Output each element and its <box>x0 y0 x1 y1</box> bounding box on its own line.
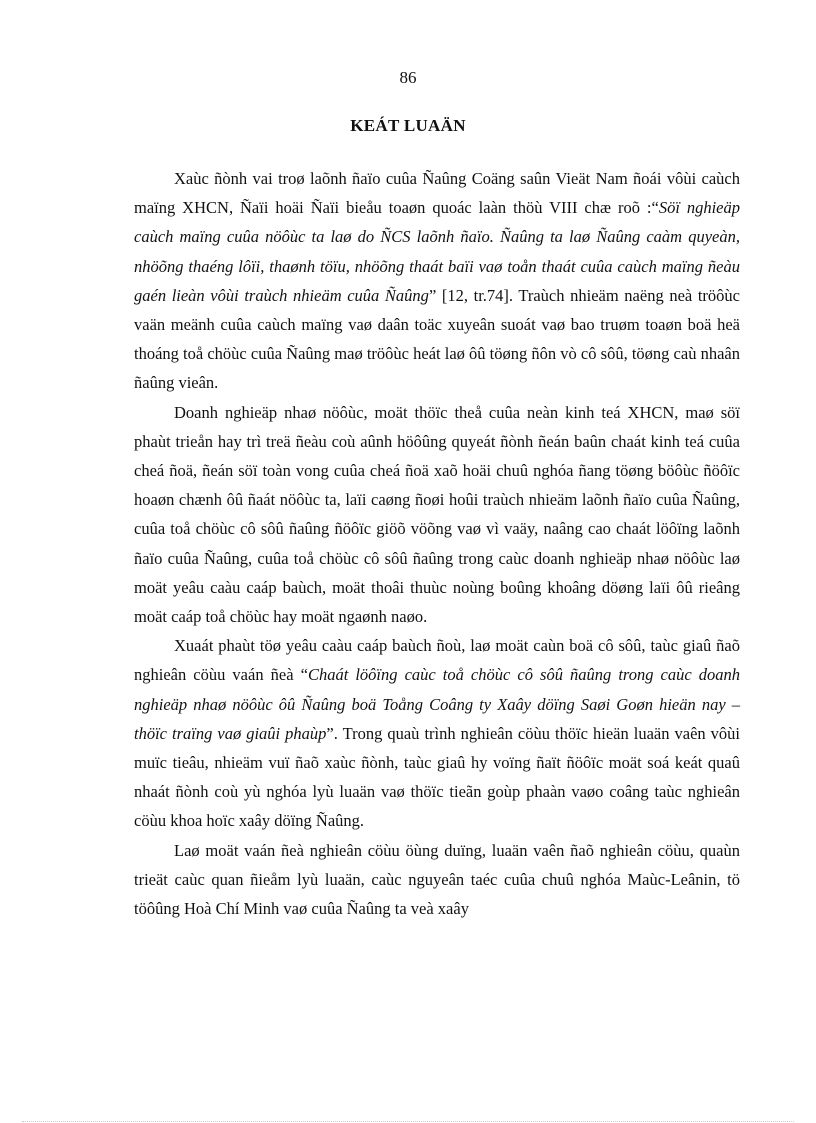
page-title: KEÁT LUAÄN <box>350 116 466 135</box>
paragraph-1-quote: Söï nghieäp caùch maïng cuûa nöôùc ta laø do ÑCS laõnh ñaïo. Ñaûng ta laø Ñaûng caàm quyeàn, nhöõng thaéng lôïi, thaønh töïu, nhöõng thaát baïi vaø toån thaát cuûa caùch maïng ñeàu gaén lieàn vôùi traùch nhieäm cuûa Ñaûng <box>134 198 740 305</box>
paragraph-2-text: Doanh nghieäp nhaø nöôùc, moät thöïc theå cuûa neàn kinh teá XHCN, maø söï phaùt trieån hay trì treä ñeàu coù aûnh höôûng quyeát ñònh ñeán baûn chaát kinh teá cuûa cheá ñoä, ñeán söï toàn vong cuûa cheá ñoä xaõ hoäi chuû nghóa ñang töøng böôùc ñöôïc hoaøn chænh ôû ñaát nöôùc ta, laïi caøng ñoøi hoûi traùch nhieäm laõnh ñaïo cuûa Ñaûng, cuûa toå chöùc cô sôû ñaûng ñöôïc giöõ vöõng vaø vì vaäy, naâng cao chaát löôïng laõnh ñaïo cuûa Ñaûng, cuûa toå chöùc cô sôû ñaûng trong caùc doanh nghieäp nhaø nöôùc laø moät yeâu caàu caáp baùch, moät thoâi thuùc noùng boûng khoâng döøng laïi ôû rieâng moät caáp toå chöùc hay moät ngaønh naøo. <box>134 402 740 627</box>
paragraph-1-text-end: ” [12, tr.74]. Traùch nhieäm naëng neà tröôùc vaän meänh cuûa caùch maïng vaø daân toäc xuyeân suoát vaø bao truøm toaøn boä heä thoáng toå chöùc cuûa Ñaûng maø tröôùc heát laø ôû töøng ñôn vò cô sôû, töøng caù nhaân ñaûng vieân. <box>134 285 740 393</box>
paragraph-1-text: Xaùc ñònh vai troø laõnh ñaïo cuûa Ñaûng Coäng saûn Vieät Nam ñoái vôùi caùch maïng XHCN, Ñaïi hoäi Ñaïi bieåu toaøn quoác laàn thöù VIII chæ roõ :“ <box>134 169 740 218</box>
paragraph-3 <box>134 631 740 835</box>
paragraph-4 <box>134 836 740 924</box>
page-bottom-dotted-line <box>22 1121 794 1122</box>
body-text <box>134 164 740 923</box>
paragraph-3-text-end: ”. Trong quaù trình nghieân cöùu thöïc hieän luaän vaên vôùi muïc tieâu, nhieäm vuï ñaõ xaùc ñònh, taùc giaû hy voïng ñaït ñöôïc moät soá keát quaû nhaát ñònh coù yù nghóa lyù luaän vaø thöïc tieãn goùp phaàn vaøo coâng taùc nghieân cöùu khoa hoïc xaây döïng Ñaûng. <box>134 723 741 831</box>
paragraph-3-text: Xuaát phaùt töø yeâu caàu caáp baùch ñoù, laø moät caùn boä cô sôû, taùc giaû ñaõ nghieân cöùu vaán ñeà “ <box>134 636 740 685</box>
paragraph-1 <box>134 164 740 398</box>
paragraph-3-topic: Chaát löôïng caùc toå chöùc cô sôû ñaûng trong caùc doanh nghieäp nhaø nöôùc ôû Ñaûng boä Toång Coâng ty Xaây döïng Saøi Goøn hieän nay – thöïc traïng vaø giaûi phaùp <box>134 665 740 743</box>
paragraph-4-text: Laø moät vaán ñeà nghieân cöùu öùng duïng, luaän vaên ñaõ nghieân cöùu, quaùn trieät caùc quan ñieåm lyù luaän, caùc nguyeân taéc cuûa chuû nghóa Maùc-Leânin, tö töôûng Hoà Chí Minh vaø cuûa Ñaûng ta veà xaây <box>134 840 740 919</box>
page-number: 86 <box>399 68 417 87</box>
paragraph-2 <box>134 398 740 632</box>
